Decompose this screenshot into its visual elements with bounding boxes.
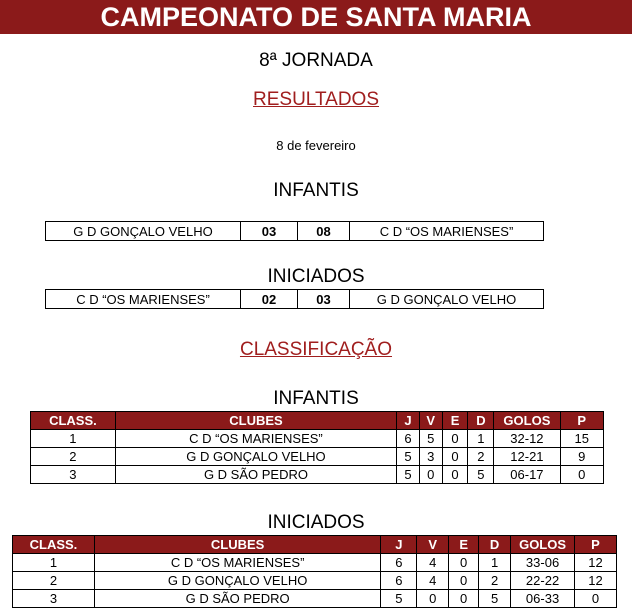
cell-e: 0: [449, 572, 479, 590]
cell-golos: 12-21: [494, 448, 560, 466]
cell-club: G D SÃO PEDRO: [94, 590, 380, 608]
cell-d: 5: [468, 466, 494, 484]
cell-v: 5: [419, 430, 442, 448]
table-row: [13, 554, 617, 572]
cell-v: 3: [419, 448, 442, 466]
cell-v: 0: [417, 590, 449, 608]
classification-heading: CLASSIFICAÇÃO: [239, 339, 393, 360]
cell-v: 4: [417, 554, 449, 572]
cell-d: 2: [468, 448, 494, 466]
table-row: [31, 430, 604, 448]
cell-class: 1: [13, 554, 95, 572]
cell-p: 9: [560, 448, 604, 466]
cell-p: 12: [575, 554, 617, 572]
cell-e: 0: [442, 430, 468, 448]
table-row: [31, 448, 604, 466]
col-clubes: CLUBES: [115, 412, 396, 430]
jornada-label: 8ª JORNADA: [259, 50, 373, 71]
col-d: D: [479, 536, 511, 554]
away-team: C D “OS MARIENSES”: [350, 222, 544, 241]
cell-class: 3: [31, 466, 116, 484]
cell-class: 2: [13, 572, 95, 590]
cell-j: 5: [397, 448, 420, 466]
away-team: G D GONÇALO VELHO: [350, 290, 544, 309]
cell-club: G D GONÇALO VELHO: [94, 572, 380, 590]
cell-p: 0: [560, 466, 604, 484]
home-team: G D GONÇALO VELHO: [46, 222, 241, 241]
cell-j: 5: [397, 466, 420, 484]
cell-j: 6: [381, 572, 417, 590]
col-class: CLASS.: [13, 536, 95, 554]
home-team: C D “OS MARIENSES”: [46, 290, 241, 309]
cell-j: 6: [381, 554, 417, 572]
cell-golos: 32-12: [494, 430, 560, 448]
home-score: 03: [241, 222, 298, 241]
table-row: [31, 466, 604, 484]
cell-golos: 06-33: [511, 590, 575, 608]
standings-category-infantis: INFANTIS: [273, 388, 359, 409]
cell-club: C D “OS MARIENSES”: [94, 554, 380, 572]
results-category-infantis: INFANTIS: [273, 180, 359, 201]
col-e: E: [442, 412, 468, 430]
cell-class: 3: [13, 590, 95, 608]
cell-j: 5: [381, 590, 417, 608]
table-header-row: [31, 412, 604, 430]
col-golos: GOLOS: [511, 536, 575, 554]
home-score: 02: [241, 290, 298, 309]
cell-club: G D GONÇALO VELHO: [115, 448, 396, 466]
cell-e: 0: [449, 554, 479, 572]
col-v: V: [417, 536, 449, 554]
col-clubes: CLUBES: [94, 536, 380, 554]
away-score: 08: [298, 222, 350, 241]
cell-golos: 33-06: [511, 554, 575, 572]
cell-v: 0: [419, 466, 442, 484]
table-header-row: [13, 536, 617, 554]
cell-golos: 22-22: [511, 572, 575, 590]
col-d: D: [468, 412, 494, 430]
cell-p: 15: [560, 430, 604, 448]
result-row-iniciados: [45, 289, 544, 309]
standings-category-iniciados: INICIADOS: [267, 512, 365, 533]
cell-p: 0: [575, 590, 617, 608]
cell-e: 0: [442, 466, 468, 484]
cell-p: 12: [575, 572, 617, 590]
cell-club: C D “OS MARIENSES”: [115, 430, 396, 448]
cell-v: 4: [417, 572, 449, 590]
standings-table-iniciados: [12, 535, 617, 608]
col-e: E: [449, 536, 479, 554]
cell-golos: 06-17: [494, 466, 560, 484]
col-j: J: [381, 536, 417, 554]
col-j: J: [397, 412, 420, 430]
results-category-iniciados: INICIADOS: [267, 266, 365, 287]
cell-j: 6: [397, 430, 420, 448]
cell-e: 0: [442, 448, 468, 466]
results-heading: RESULTADOS: [253, 89, 379, 110]
col-v: V: [419, 412, 442, 430]
result-row-infantis: [45, 221, 544, 241]
table-row: [13, 572, 617, 590]
col-golos: GOLOS: [494, 412, 560, 430]
page-title: CAMPEONATO DE SANTA MARIA: [0, 0, 632, 34]
cell-e: 0: [449, 590, 479, 608]
standings-table-infantis: [30, 411, 604, 484]
cell-d: 1: [468, 430, 494, 448]
cell-d: 5: [479, 590, 511, 608]
cell-d: 2: [479, 572, 511, 590]
col-class: CLASS.: [31, 412, 116, 430]
col-p: P: [560, 412, 604, 430]
match-date: 8 de fevereiro: [276, 138, 356, 153]
cell-class: 1: [31, 430, 116, 448]
cell-club: G D SÃO PEDRO: [115, 466, 396, 484]
col-p: P: [575, 536, 617, 554]
cell-d: 1: [479, 554, 511, 572]
table-row: [13, 590, 617, 608]
away-score: 03: [298, 290, 350, 309]
cell-class: 2: [31, 448, 116, 466]
